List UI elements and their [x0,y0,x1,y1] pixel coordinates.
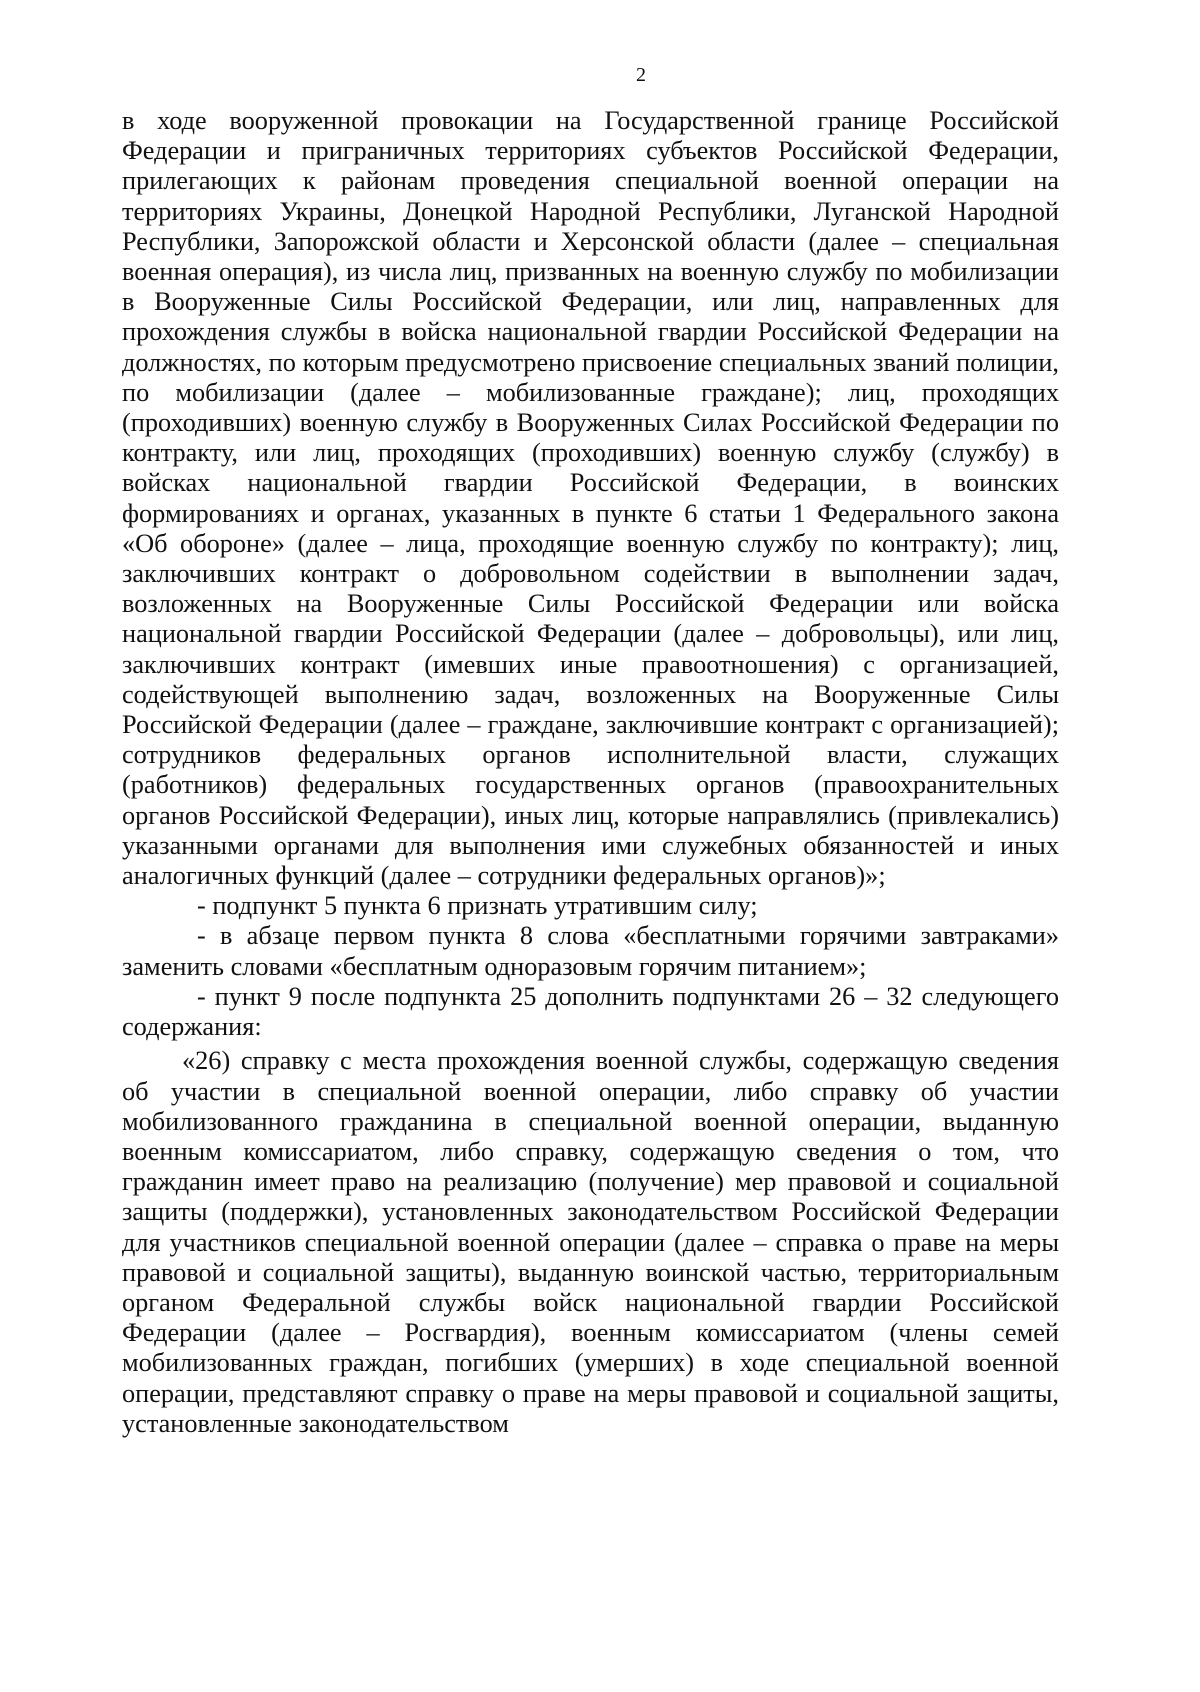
list-item-point-9: - пункт 9 после подпункта 25 дополнить подпунктами 26 – 32 следующего содержания: [122,981,1059,1042]
page-number: 2 [636,64,646,86]
list-item-point-8: - в абзаце первом пункта 8 слова «бесплатными горячими завтраками» заменить словами «бесплатным одноразовым горячим питанием»; [122,921,1059,981]
paragraph-subpoint-26: «26) справку с места прохождения военной службы, содержащую сведения об участии в специальной военной операции, либо справку об участии мобилизованного гражданина в специальной военной операции, выданную военным комиссариатом, либо справку, содержащую сведения о том, что гражданин имеет право на реализацию (получение) мер правовой и социальной защиты (поддержки), установленных законодательством Российской Федерации для участников специальной военной операции (далее – справка о праве на меры правовой и социальной защиты), выданную воинской частью, территориальным органом Федеральной службы войск национальной гвардии Российской Федерации (далее – Росгвардия), военным комиссариатом (члены семей мобилизованных граждан, погибших (умерших) в ходе специальной военной операции, представляют справку о праве на меры правовой и социальной защиты, установленные законодательством [122,1046,1059,1438]
paragraph-continuation: в ходе вооруженной провокации на Государственной границе Российской Федерации и приграничных территориях субъектов Российской Федерации, прилегающих к районам проведения специальной военной операции на территориях Украины, Донецкой Народной Республики, Луганской Народной Республики, Запорожской области и Херсонской области (далее – специальная военная операция), из числа лиц, призванных на военную службу по мобилизации в Вооруженные Силы Российской Федерации, или лиц, направленных для прохождения службы в войска национальной гвардии Российской Федерации на должностях, по которым предусмотрено присвоение специальных званий полиции, по мобилизации (далее – мобилизованные граждане); лиц, проходящих (проходивших) военную службу в Вооруженных Силах Российской Федерации по контракту, или лиц, проходящих (проходивших) военную службу (службу) в войсках национальной гвардии Российской Федерации, в воинских формированиях и органах, указанных в пункте 6 статьи 1 Федерального закона «Об обороне» (далее – лица, проходящие военную службу по контракту); лиц, заключивших контракт о добровольном содействии в выполнении задач, возложенных на Вооруженные Силы Российской Федерации или войска национальной гвардии Российской Федерации (далее – добровольцы), или лиц, заключивших контракт (имевших иные правоотношения) с организацией, содействующей выполнению задач, возложенных на Вооруженные Силы Российской Федерации (далее – граждане, заключившие контракт с организацией); сотрудников федеральных органов исполнительной власти, служащих (работников) федеральных государственных органов (правоохранительных органов Российской Федерации), иных лиц, которые направлялись (привлекались) указанными органами для выполнения ими служебных обязанностей и иных аналогичных функций (далее – сотрудники федеральных органов)»; [122,106,1059,891]
list-item-subpoint-5: - подпункт 5 пункта 6 признать утратившим силу; [197,891,758,921]
document-body [122,106,1059,1439]
